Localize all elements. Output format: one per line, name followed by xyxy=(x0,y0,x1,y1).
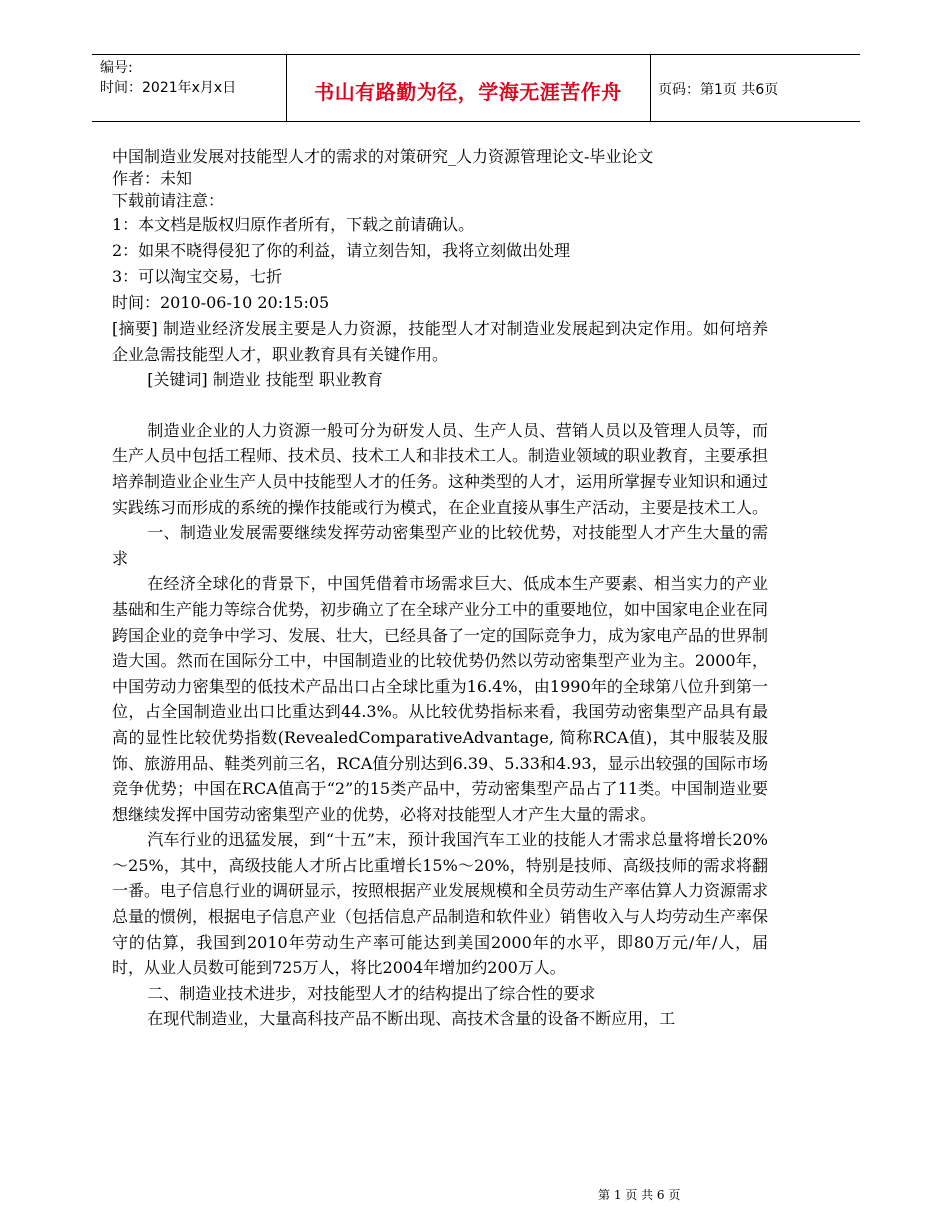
keywords: [关键词] 制造业 技能型 职业教育 xyxy=(147,370,383,390)
document-author: 作者：未知 xyxy=(112,169,193,188)
notice-item: 3：可以淘宝交易，七折 xyxy=(112,267,283,286)
notice-item: 2：如果不晓得侵犯了你的利益，请立刻告知，我将立刻做出处理 xyxy=(112,241,571,260)
notice-heading: 下载前请注意： xyxy=(112,191,225,210)
page-footer: 第 1 页 共 6 页 xyxy=(598,1188,681,1202)
body-paragraph: 在现代制造业，大量高科技产品不断出现、高技术含量的设备不断应用，工 xyxy=(147,1009,676,1029)
abstract: [摘要] 制造业经济发展主要是人力资源，技能型人才对制造业发展起到决定作用。如何培养企业急需技能型人才，职业教育具有关键作用。 xyxy=(112,319,768,364)
header-divider xyxy=(650,54,651,121)
header-time-label: 时间：2021年x月x日 xyxy=(100,80,237,96)
notice-item: 1：本文档是版权归原作者所有，下载之前请确认。 xyxy=(112,215,475,234)
header-number-label: 编号: xyxy=(100,60,133,76)
header-motto: 书山有路勤为径，学海无涯苦作舟 xyxy=(314,80,622,104)
document-time: 时间：2010-06-10 20:15:05 xyxy=(112,293,330,312)
document-body xyxy=(112,146,768,1032)
header-bottom-rule xyxy=(92,121,860,122)
section-heading: 二、制造业技术进步，对技能型人才的结构提出了综合性的要求 xyxy=(147,983,596,1003)
section-heading: 一、制造业发展需要继续发挥劳动密集型产业的比较优势，对技能型人才产生大量的需求 xyxy=(112,523,768,568)
header-meta xyxy=(100,58,236,98)
body-paragraph: 制造业企业的人力资源一般可分为研发人员、生产人员、营销人员以及管理人员等，而生产人员中包括工程师、技术员、技术工人和非技术工人。制造业领域的职业教育，主要承担培养制造业企业生产人员中技能型人才的任务。这种类型的人才，运用所掌握专业知识和通过实践练习而形成的系统的操作技能或行为模式，在企业直接从事生产活动，主要是技术工人。 xyxy=(112,420,769,517)
header-page-label: 页码：第1页 共6页 xyxy=(658,82,779,98)
paragraph-gap xyxy=(112,393,768,418)
body-paragraph: 汽车行业的迅猛发展，到“十五”末，预计我国汽车工业的技能人才需求总量将增长20%～25%，其中，高级技能人才所占比重增长15%～20%，特别是技师、高级技师的需求将翻一番。电子信息行业的调研显示，按照根据产业发展规模和全员劳动生产率估算人力资源需求总量的惯例，根据电子信息产业（包括信息产品制造和软件业）销售收入与人均劳动生产率保守的估算，我国到2010年劳动生产率可能达到美国2000年的水平，即80万元/年/人，届时，从业人员数可能到725万人，将比2004年增加约200万人。 xyxy=(112,830,769,978)
document-title: 中国制造业发展对技能型人才的需求的对策研究_人力资源管理论文-毕业论文 xyxy=(112,147,654,166)
body-paragraph: 在经济全球化的背景下，中国凭借着市场需求巨大、低成本生产要素、相当实力的产业基础和生产能力等综合优势，初步确立了在全球产业分工中的重要地位，如中国家电企业在同跨国企业的竞争中学习、发展、壮大，已经具备了一定的国际竞争力，成为家电产品的世界制造大国。然而在国际分工中，中国制造业的比较优势仍然以劳动密集型产业为主。2000年，中国劳动力密集型的低技术产品出口占全球比重为16.4%，由1990年的全球第八位升到第一位，占全国制造业出口比重达到44.3%。从比较优势指标来看，我国劳动密集型产品具有最高的显性比较优势指数(RevealedComparativeAdvantage, 简称RCA值)，其中服装及服饰、旅游用品、鞋类列前三名，RCA值分别达到6.39、5.33和4.93，显示出较强的国际市场竞争优势；中国在RCA值高于“2”的15类产品中，劳动密集型产品占了11类。中国制造业要想继续发挥中国劳动密集型产业的优势，必将对技能型人才产生大量的需求。 xyxy=(112,574,769,824)
header-top-rule xyxy=(92,54,860,55)
